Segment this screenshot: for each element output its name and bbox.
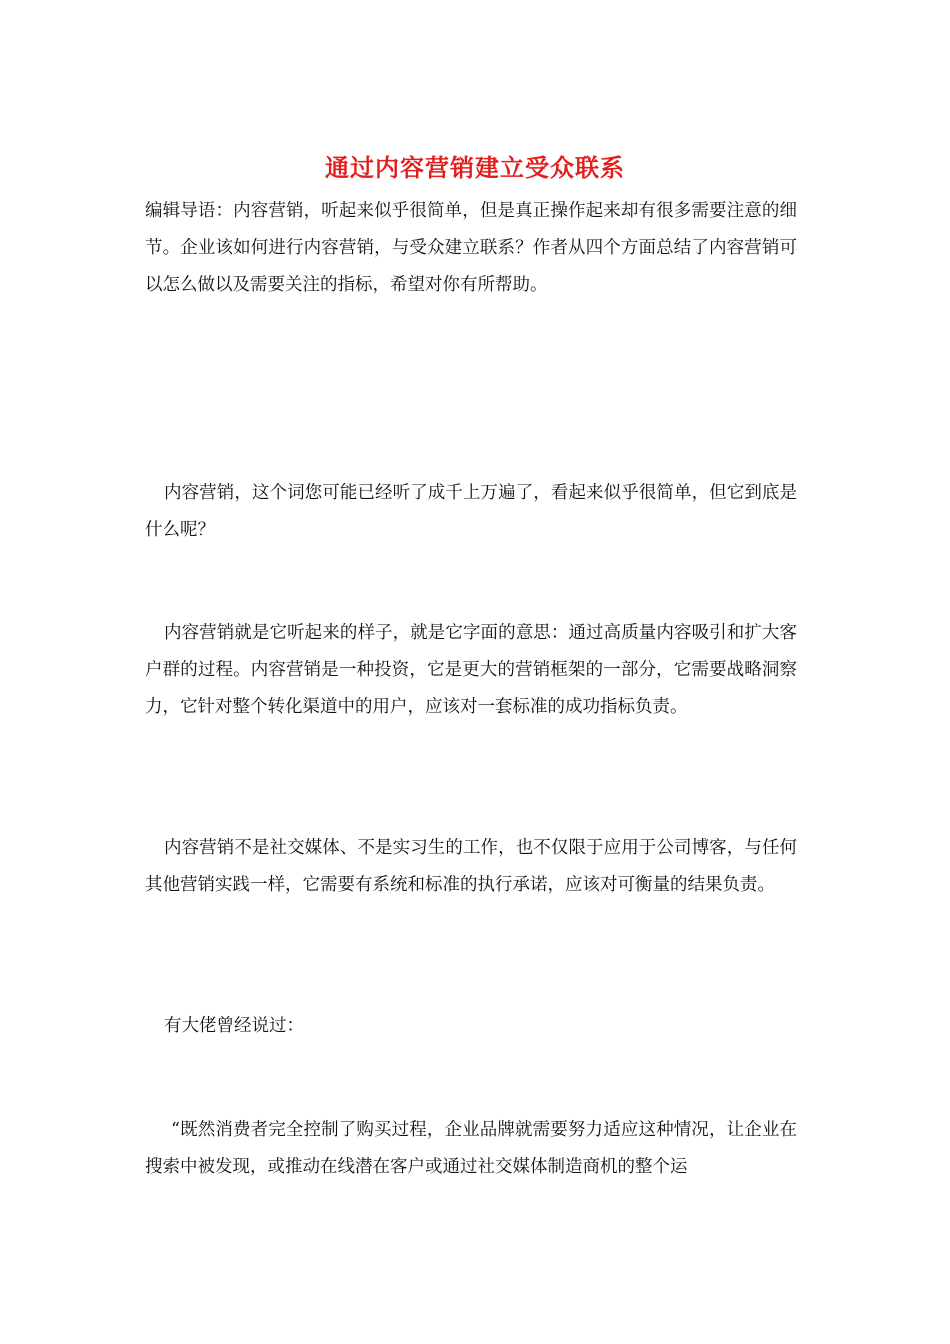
paragraph-2: 内容营销就是它听起来的样子，就是它字面的意思：通过高质量内容吸引和扩大客户群的过程。内容营销是一种投资，它是更大的营销框架的一部分，它需要战略洞察力，它针对整个转化渠道中的用户，应该对一套标准的成功指标负责。 (145, 623, 797, 717)
paragraph-1: 内容营销，这个词您可能已经听了成千上万遍了，看起来似乎很简单，但它到底是什么呢？ (145, 483, 797, 540)
paragraph-3: 内容营销不是社交媒体、不是实习生的工作，也不仅限于应用于公司博客，与任何其他营销实践一样，它需要有系统和标准的执行承诺，应该对可衡量的结果负责。 (145, 838, 797, 895)
document-title: 通过内容营销建立受众联系 (325, 153, 625, 182)
paragraph-4: 有大佬曾经说过： (164, 1016, 304, 1036)
paragraph-5-quote: “既然消费者完全控制了购买过程，企业品牌就需要努力适应这种情况，让企业在搜索中被发现，或推动在线潜在客户或通过社交媒体制造商机的整个运 (145, 1120, 797, 1177)
editor-intro: 编辑导语：内容营销，听起来似乎很简单，但是真正操作起来却有很多需要注意的细节。企业该如何进行内容营销，与受众建立联系？作者从四个方面总结了内容营销可以怎么做以及需要关注的指标，希望对你有所帮助。 (145, 201, 797, 295)
